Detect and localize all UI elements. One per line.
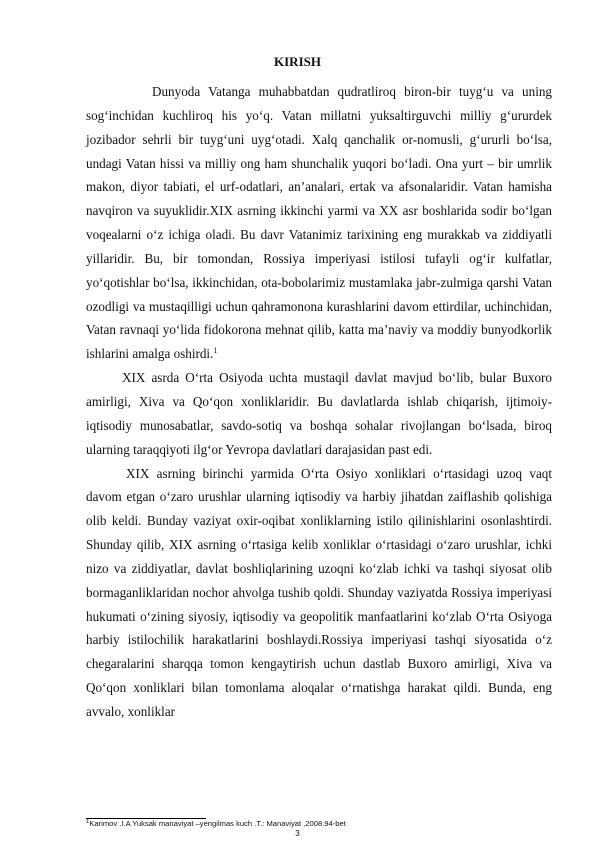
body-text [86, 80, 552, 724]
paragraph-2: XIX asrda O‘rta Osiyoda uchta mustaqil davlat mavjud bo‘lib, bular Buxoro amirligi, Xiva va Qo‘qon xonliklaridir. Bu davlatlarda ishlab chiqarish, ijtimoiy-iqtisodiy munosabatlar, savdo-sotiq va boshqa sohalar rivojlangan bo‘lsada, biroq ularning taraqqiyoti ilg‘or Yevropa davlatlari darajasidan past edi. [86, 370, 552, 457]
footnote [86, 819, 552, 829]
footnote-text: Karimov .I.A Yuksak manaviyat –yengilmas kuch .T.: Manaviyat ,2008.94-bet [89, 819, 346, 828]
footnote-reference[interactable]: 1 [213, 346, 218, 356]
page-number: 3 [295, 829, 300, 838]
page-title: KIRISH [274, 54, 321, 69]
paragraph-1 [86, 80, 552, 366]
footnote-marker: 1 [86, 819, 90, 825]
paragraph-3: XIX asrning birinchi yarmida O‘rta Osiyo xonliklari o‘rtasidagi uzoq vaqt davom etgan o‘zaro urushlar ularning iqtisodiy va harbiy jihatdan zaiflashib qolishiga olib keldi. Bunday vaziyat oxir-oqibat xonliklarning istilo qilinishlarini osonlashtirdi. Shunday qilib, XIX asrning o‘rtasiga kelib xonliklar o‘rtasidagi o‘zaro urushlar, ichki nizo va ziddiyatlar, davlat boshliqlarining uzoqni ko‘zlab ichki va tashqi siyosat olib bormaganliklaridan nochor ahvolga tushib qoldi. Shunday vaziyatda Rossiya imperiyasi hukumati o‘zining siyosiy, iqtisodiy va geopolitik manfaatlarini ko‘zlab O‘rta Osiyoga harbiy istilochilik harakatlarini boshlaydi.Rossiya imperiyasi tashqi siyosatida o‘z chegaralarini sharqqa tomon kengaytirish uchun dastlab Buxoro amirligi, Xiva va Qo‘qon xonliklari bilan tomonlama aloqalar o‘rnatishga harakat qildi. Bunda, eng avvalo, xonliklar [86, 465, 552, 719]
paragraph-1-text: Dunyoda Vatanga muhabbatdan qudratliroq biron-bir tuyg‘u va uning sog‘inchidan kuchliroq his yo‘q. Vatan millatni yuksaltirguvchi milliy g‘ururdek jozibador sehrli bir tuyg‘uni uyg‘otadi. Xalq qanchalik or-nomusli, g‘ururli bo‘lsa, undagi Vatan hissi va milliy ong ham shunchalik yuqori bo‘ladi. Ona yurt – bir umrlik makon, diyor tabiati, el urf-odatlari, an’analari, ertak va afsonalaridir. Vatan hamisha navqiron va suyuklidir.XIX asrning ikkinchi yarmi va XX asr boshlarida sodir bo‘lgan voqealarni o‘z ichiga oladi. Bu davr Vatanimiz tarixining eng murakkab va ziddiyatli yillaridir. Bu, bir tomondan, Rossiya imperiyasi istilosi tufayli og‘ir kulfatlar, yo‘qotishlar bo‘lsa, ikkinchidan, ota-bobolarimiz mustamlaka jabr-zulmiga qarshi Vatan ozodligi va mustaqilligi uchun qahramonona kurashlarini davom ettirdilar, uchinchidan, Vatan ravnaqi yo‘lida fidokorona mehnat qilib, katta ma’naviy va moddiy bunyodkorlik ishlarini amalga oshirdi. [86, 84, 552, 362]
